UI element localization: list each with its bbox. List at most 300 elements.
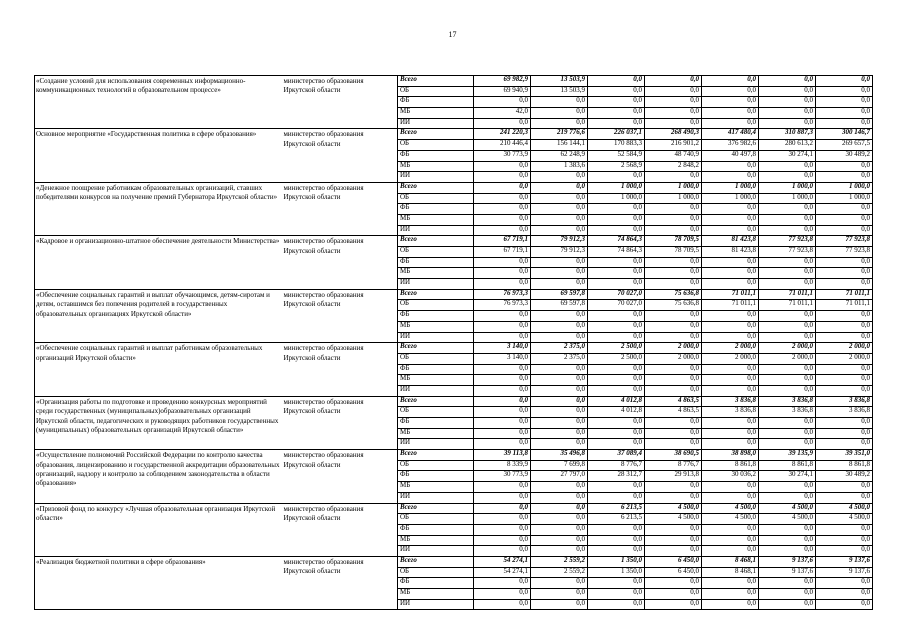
responsible-executor: министерство образования Иркутской области — [282, 289, 398, 342]
amount-cell: 2 000,0 — [702, 353, 759, 364]
amount-cell: 0,0 — [531, 311, 588, 322]
amount-cell: 0,0 — [816, 97, 873, 108]
amount-cell: 0,0 — [759, 268, 816, 279]
amount-cell: 71 011,1 — [816, 289, 873, 300]
amount-cell: 0,0 — [816, 364, 873, 375]
amount-cell: 0,0 — [759, 546, 816, 557]
amount-cell: 4 500,0 — [645, 514, 702, 525]
amount-cell: 0,0 — [816, 332, 873, 343]
funding-source: ИИ — [398, 385, 474, 396]
amount-cell: 0,0 — [702, 332, 759, 343]
amount-cell: 0,0 — [645, 214, 702, 225]
amount-cell: 0,0 — [816, 578, 873, 589]
amount-cell: 0,0 — [816, 225, 873, 236]
funding-source: Всего — [398, 182, 474, 193]
amount-cell: 6 213,5 — [588, 514, 645, 525]
amount-cell: 1 000,0 — [759, 193, 816, 204]
amount-cell: 0,0 — [474, 589, 531, 600]
amount-cell: 0,0 — [759, 332, 816, 343]
table-row-total — [35, 450, 873, 461]
page-number: 17 — [448, 30, 457, 39]
amount-cell: 0,0 — [816, 279, 873, 290]
amount-cell: 6 213,5 — [588, 503, 645, 514]
responsible-executor: министерство образования Иркутской области — [282, 182, 398, 235]
amount-cell: 3 836,8 — [702, 396, 759, 407]
amount-cell: 241 220,3 — [474, 129, 531, 140]
amount-cell: 9 137,6 — [759, 567, 816, 578]
amount-cell: 54 274,1 — [474, 567, 531, 578]
amount-cell: 0,0 — [759, 492, 816, 503]
amount-cell: 0,0 — [588, 86, 645, 97]
amount-cell: 1 000,0 — [816, 182, 873, 193]
amount-cell: 70 027,0 — [588, 289, 645, 300]
amount-cell: 0,0 — [702, 524, 759, 535]
amount-cell: 0,0 — [474, 268, 531, 279]
amount-cell: 77 923,8 — [816, 247, 873, 258]
funding-source: МБ — [398, 214, 474, 225]
responsible-executor: министерство образования Иркутской области — [282, 450, 398, 503]
amount-cell: 0,0 — [588, 418, 645, 429]
amount-cell: 39 351,0 — [816, 450, 873, 461]
amount-cell: 0,0 — [759, 524, 816, 535]
amount-cell: 4 500,0 — [759, 503, 816, 514]
amount-cell: 0,0 — [645, 204, 702, 215]
funding-source: ОБ — [398, 353, 474, 364]
amount-cell: 2 000,0 — [645, 353, 702, 364]
amount-cell: 0,0 — [702, 161, 759, 172]
amount-cell: 0,0 — [645, 97, 702, 108]
amount-cell: 3 836,8 — [759, 407, 816, 418]
amount-cell: 0,0 — [474, 375, 531, 386]
amount-cell: 0,0 — [759, 225, 816, 236]
amount-cell: 0,0 — [702, 492, 759, 503]
amount-cell: 4 500,0 — [702, 514, 759, 525]
amount-cell: 39 135,9 — [759, 450, 816, 461]
activity-name: «Призовой фонд по конкурсу «Лучшая образовательная организация Иркутской области» — [35, 503, 282, 556]
amount-cell: 0,0 — [816, 86, 873, 97]
amount-cell: 0,0 — [645, 428, 702, 439]
amount-cell: 156 144,1 — [531, 140, 588, 151]
amount-cell: 0,0 — [531, 514, 588, 525]
amount-cell: 0,0 — [588, 535, 645, 546]
amount-cell: 0,0 — [702, 225, 759, 236]
amount-cell: 0,0 — [702, 214, 759, 225]
amount-cell: 0,0 — [816, 311, 873, 322]
amount-cell: 0,0 — [645, 418, 702, 429]
funding-source: ФБ — [398, 97, 474, 108]
amount-cell: 219 776,6 — [531, 129, 588, 140]
amount-cell: 0,0 — [759, 204, 816, 215]
activity-name: Основное мероприятие «Государственная политика в сфере образования» — [35, 129, 282, 182]
amount-cell: 0,0 — [588, 482, 645, 493]
amount-cell: 0,0 — [816, 492, 873, 503]
amount-cell: 0,0 — [759, 589, 816, 600]
amount-cell: 77 923,8 — [759, 247, 816, 258]
amount-cell: 4 500,0 — [816, 514, 873, 525]
activity-name: «Реализация бюджетной политики в сфере образования» — [35, 556, 282, 609]
amount-cell: 77 923,8 — [759, 236, 816, 247]
funding-source: МБ — [398, 375, 474, 386]
table-row-total — [35, 289, 873, 300]
amount-cell: 2 500,0 — [588, 343, 645, 354]
amount-cell: 0,0 — [702, 418, 759, 429]
funding-source: ФБ — [398, 471, 474, 482]
amount-cell: 30 773,9 — [474, 471, 531, 482]
funding-source: ФБ — [398, 364, 474, 375]
responsible-executor: министерство образования Иркутской области — [282, 396, 398, 449]
amount-cell: 0,0 — [588, 332, 645, 343]
amount-cell: 216 901,2 — [645, 140, 702, 151]
responsible-executor: министерство образования Иркутской области — [282, 503, 398, 556]
amount-cell: 0,0 — [588, 546, 645, 557]
amount-cell: 0,0 — [588, 118, 645, 129]
amount-cell: 0,0 — [531, 332, 588, 343]
amount-cell: 0,0 — [474, 578, 531, 589]
activity-name: «Создание условий для использования современных информационно-коммуникационных технологий в образовательном процессе» — [35, 76, 282, 129]
amount-cell: 0,0 — [531, 503, 588, 514]
amount-cell: 0,0 — [645, 118, 702, 129]
amount-cell: 170 883,3 — [588, 140, 645, 151]
amount-cell: 0,0 — [702, 535, 759, 546]
amount-cell: 71 011,1 — [816, 300, 873, 311]
funding-source: МБ — [398, 321, 474, 332]
funding-source: ИИ — [398, 172, 474, 183]
amount-cell: 38 898,0 — [702, 450, 759, 461]
amount-cell: 268 490,3 — [645, 129, 702, 140]
amount-cell: 0,0 — [588, 225, 645, 236]
funding-source: ФБ — [398, 311, 474, 322]
amount-cell: 75 636,8 — [645, 289, 702, 300]
amount-cell: 1 000,0 — [645, 193, 702, 204]
amount-cell: 0,0 — [531, 546, 588, 557]
amount-cell: 71 011,1 — [702, 300, 759, 311]
amount-cell: 0,0 — [702, 76, 759, 87]
amount-cell: 0,0 — [531, 182, 588, 193]
amount-cell: 376 982,6 — [702, 140, 759, 151]
amount-cell: 310 887,3 — [759, 129, 816, 140]
amount-cell: 0,0 — [702, 172, 759, 183]
amount-cell: 226 037,1 — [588, 129, 645, 140]
amount-cell: 1 000,0 — [588, 193, 645, 204]
amount-cell: 8 861,8 — [702, 460, 759, 471]
amount-cell: 0,0 — [531, 428, 588, 439]
amount-cell: 48 740,9 — [645, 150, 702, 161]
amount-cell: 54 274,1 — [474, 556, 531, 567]
amount-cell: 0,0 — [588, 492, 645, 503]
amount-cell: 78 709,5 — [645, 247, 702, 258]
amount-cell: 69 597,8 — [531, 289, 588, 300]
amount-cell: 0,0 — [588, 364, 645, 375]
funding-source: ОБ — [398, 86, 474, 97]
funding-source: Всего — [398, 343, 474, 354]
amount-cell: 74 864,3 — [588, 247, 645, 258]
amount-cell: 0,0 — [816, 375, 873, 386]
amount-cell: 417 480,4 — [702, 129, 759, 140]
amount-cell: 0,0 — [531, 599, 588, 610]
amount-cell: 0,0 — [531, 418, 588, 429]
amount-cell: 0,0 — [645, 268, 702, 279]
table-row-total — [35, 76, 873, 87]
amount-cell: 62 248,9 — [531, 150, 588, 161]
funding-source: ФБ — [398, 150, 474, 161]
amount-cell: 2 559,2 — [531, 567, 588, 578]
amount-cell: 0,0 — [702, 589, 759, 600]
amount-cell: 39 113,8 — [474, 450, 531, 461]
amount-cell: 0,0 — [531, 535, 588, 546]
amount-cell: 0,0 — [702, 97, 759, 108]
amount-cell: 0,0 — [588, 375, 645, 386]
amount-cell: 3 140,0 — [474, 343, 531, 354]
amount-cell: 0,0 — [645, 108, 702, 119]
amount-cell: 0,0 — [645, 86, 702, 97]
amount-cell: 42,0 — [474, 108, 531, 119]
amount-cell: 0,0 — [759, 385, 816, 396]
amount-cell: 0,0 — [759, 279, 816, 290]
amount-cell: 0,0 — [645, 279, 702, 290]
amount-cell: 0,0 — [474, 482, 531, 493]
amount-cell: 2 500,0 — [588, 353, 645, 364]
funding-source: ФБ — [398, 257, 474, 268]
amount-cell: 0,0 — [702, 257, 759, 268]
amount-cell: 30 773,9 — [474, 150, 531, 161]
amount-cell: 79 912,3 — [531, 247, 588, 258]
amount-cell: 0,0 — [531, 589, 588, 600]
amount-cell: 0,0 — [531, 268, 588, 279]
funding-source: Всего — [398, 556, 474, 567]
amount-cell: 0,0 — [816, 321, 873, 332]
amount-cell: 0,0 — [759, 535, 816, 546]
amount-cell: 2 848,2 — [645, 161, 702, 172]
amount-cell: 0,0 — [531, 172, 588, 183]
amount-cell: 0,0 — [474, 193, 531, 204]
table-row-total — [35, 396, 873, 407]
funding-source: МБ — [398, 161, 474, 172]
amount-cell: 0,0 — [474, 257, 531, 268]
amount-cell: 0,0 — [588, 97, 645, 108]
amount-cell: 30 274,1 — [759, 150, 816, 161]
amount-cell: 2 568,9 — [588, 161, 645, 172]
amount-cell: 0,0 — [474, 161, 531, 172]
amount-cell: 0,0 — [531, 108, 588, 119]
funding-source: ИИ — [398, 332, 474, 343]
amount-cell: 0,0 — [645, 225, 702, 236]
funding-source: МБ — [398, 108, 474, 119]
amount-cell: 29 913,8 — [645, 471, 702, 482]
amount-cell: 0,0 — [816, 524, 873, 535]
funding-source: Всего — [398, 236, 474, 247]
funding-source: ОБ — [398, 567, 474, 578]
amount-cell: 9 137,6 — [816, 567, 873, 578]
amount-cell: 0,0 — [474, 311, 531, 322]
amount-cell: 1 383,6 — [531, 161, 588, 172]
amount-cell: 52 584,9 — [588, 150, 645, 161]
amount-cell: 0,0 — [531, 524, 588, 535]
amount-cell: 0,0 — [474, 364, 531, 375]
activity-name: «Денежное поощрение работникам образовательных организаций, ставших победителями конкурсов на получение премий Губернатора Иркутской области» — [35, 182, 282, 235]
amount-cell: 8 861,8 — [816, 460, 873, 471]
amount-cell: 37 089,4 — [588, 450, 645, 461]
amount-cell: 0,0 — [816, 439, 873, 450]
amount-cell: 0,0 — [474, 503, 531, 514]
amount-cell: 0,0 — [645, 492, 702, 503]
amount-cell: 3 836,8 — [702, 407, 759, 418]
funding-source: ОБ — [398, 514, 474, 525]
amount-cell: 4 500,0 — [816, 503, 873, 514]
amount-cell: 30 489,2 — [816, 471, 873, 482]
amount-cell: 0,0 — [474, 321, 531, 332]
amount-cell: 0,0 — [702, 439, 759, 450]
amount-cell: 0,0 — [588, 439, 645, 450]
amount-cell: 269 657,5 — [816, 140, 873, 151]
amount-cell: 0,0 — [645, 172, 702, 183]
amount-cell: 2 000,0 — [816, 353, 873, 364]
activity-name: «Обеспечение социальных гарантий и выплат работникам образовательных организаций Иркутской области» — [35, 343, 282, 396]
amount-cell: 67 719,1 — [474, 247, 531, 258]
amount-cell: 0,0 — [531, 396, 588, 407]
amount-cell: 1 000,0 — [759, 182, 816, 193]
amount-cell: 4 500,0 — [759, 514, 816, 525]
amount-cell: 0,0 — [474, 214, 531, 225]
amount-cell: 280 613,2 — [759, 140, 816, 151]
funding-source: ИИ — [398, 492, 474, 503]
amount-cell: 30 036,2 — [702, 471, 759, 482]
amount-cell: 8 468,1 — [702, 567, 759, 578]
amount-cell: 0,0 — [474, 118, 531, 129]
table-row-total — [35, 556, 873, 567]
amount-cell: 3 836,8 — [759, 396, 816, 407]
funding-source: МБ — [398, 268, 474, 279]
amount-cell: 74 864,3 — [588, 236, 645, 247]
amount-cell: 0,0 — [474, 418, 531, 429]
amount-cell: 1 000,0 — [645, 182, 702, 193]
amount-cell: 0,0 — [474, 385, 531, 396]
amount-cell: 30 489,2 — [816, 150, 873, 161]
amount-cell: 0,0 — [702, 86, 759, 97]
amount-cell: 0,0 — [645, 257, 702, 268]
amount-cell: 2 375,0 — [531, 353, 588, 364]
amount-cell: 0,0 — [816, 108, 873, 119]
amount-cell: 0,0 — [588, 214, 645, 225]
funding-source: МБ — [398, 589, 474, 600]
amount-cell: 0,0 — [816, 428, 873, 439]
amount-cell: 0,0 — [759, 86, 816, 97]
amount-cell: 0,0 — [816, 535, 873, 546]
amount-cell: 0,0 — [759, 482, 816, 493]
amount-cell: 0,0 — [588, 589, 645, 600]
funding-source: МБ — [398, 428, 474, 439]
budget-table — [34, 75, 873, 610]
amount-cell: 4 500,0 — [702, 503, 759, 514]
amount-cell: 0,0 — [531, 204, 588, 215]
amount-cell: 0,0 — [759, 172, 816, 183]
amount-cell: 0,0 — [702, 311, 759, 322]
amount-cell: 0,0 — [645, 599, 702, 610]
amount-cell: 3 140,0 — [474, 353, 531, 364]
amount-cell: 0,0 — [588, 172, 645, 183]
amount-cell: 0,0 — [645, 332, 702, 343]
table-row-total — [35, 503, 873, 514]
activity-name: «Организация работы по подготовке и проведению конкурсных мероприятий среди государственных (муниципальных)образовательных организаций Иркутской области, педагогических и руководящих работников государственных (муниципальных) образовательных организаций Иркутской области» — [35, 396, 282, 449]
amount-cell: 0,0 — [588, 268, 645, 279]
funding-source: МБ — [398, 535, 474, 546]
funding-source: ИИ — [398, 599, 474, 610]
amount-cell: 0,0 — [531, 257, 588, 268]
activity-name: «Обеспечение социальных гарантий и выплат обучающимся, детям-сиротам и детям, оставшимся без попечения родителей в государственных образовательных организациях Иркутской области» — [35, 289, 282, 342]
amount-cell: 79 912,3 — [531, 236, 588, 247]
amount-cell: 0,0 — [531, 118, 588, 129]
funding-source: ОБ — [398, 247, 474, 258]
amount-cell: 0,0 — [588, 428, 645, 439]
funding-source: ОБ — [398, 193, 474, 204]
amount-cell: 0,0 — [759, 311, 816, 322]
amount-cell: 71 011,1 — [702, 289, 759, 300]
amount-cell: 4 863,5 — [645, 407, 702, 418]
amount-cell: 0,0 — [702, 321, 759, 332]
amount-cell: 0,0 — [474, 204, 531, 215]
amount-cell: 0,0 — [816, 546, 873, 557]
amount-cell: 3 836,8 — [816, 407, 873, 418]
amount-cell: 0,0 — [816, 268, 873, 279]
amount-cell: 67 719,1 — [474, 236, 531, 247]
amount-cell: 0,0 — [816, 172, 873, 183]
amount-cell: 0,0 — [702, 578, 759, 589]
amount-cell: 81 423,8 — [702, 247, 759, 258]
funding-source: ОБ — [398, 140, 474, 151]
amount-cell: 78 709,5 — [645, 236, 702, 247]
activity-name: «Кадровое и организационно-штатное обеспечение деятельности Министерства» — [35, 236, 282, 289]
amount-cell: 0,0 — [759, 364, 816, 375]
funding-source: Всего — [398, 450, 474, 461]
funding-source: Всего — [398, 503, 474, 514]
amount-cell: 2 559,2 — [531, 556, 588, 567]
funding-source: МБ — [398, 482, 474, 493]
amount-cell: 0,0 — [474, 396, 531, 407]
amount-cell: 0,0 — [816, 118, 873, 129]
amount-cell: 81 423,8 — [702, 236, 759, 247]
amount-cell: 0,0 — [702, 118, 759, 129]
amount-cell: 0,0 — [645, 76, 702, 87]
amount-cell: 0,0 — [645, 321, 702, 332]
amount-cell: 0,0 — [816, 482, 873, 493]
amount-cell: 0,0 — [588, 599, 645, 610]
amount-cell: 13 503,9 — [531, 86, 588, 97]
amount-cell: 9 137,6 — [759, 556, 816, 567]
amount-cell: 0,0 — [531, 225, 588, 236]
funding-source: ФБ — [398, 578, 474, 589]
amount-cell: 3 836,8 — [816, 396, 873, 407]
amount-cell: 0,0 — [531, 321, 588, 332]
amount-cell: 0,0 — [531, 279, 588, 290]
amount-cell: 0,0 — [531, 97, 588, 108]
amount-cell: 0,0 — [531, 385, 588, 396]
amount-cell: 76 973,3 — [474, 300, 531, 311]
amount-cell: 8 861,8 — [759, 460, 816, 471]
amount-cell: 0,0 — [645, 589, 702, 600]
amount-cell: 6 450,0 — [645, 567, 702, 578]
funding-source: ИИ — [398, 279, 474, 290]
amount-cell: 0,0 — [816, 257, 873, 268]
amount-cell: 1 000,0 — [816, 193, 873, 204]
amount-cell: 0,0 — [759, 321, 816, 332]
amount-cell: 0,0 — [702, 546, 759, 557]
amount-cell: 0,0 — [474, 407, 531, 418]
amount-cell: 4 863,5 — [645, 396, 702, 407]
amount-cell: 0,0 — [816, 418, 873, 429]
amount-cell: 0,0 — [702, 482, 759, 493]
amount-cell: 8 468,1 — [702, 556, 759, 567]
amount-cell: 2 375,0 — [531, 343, 588, 354]
amount-cell: 77 923,8 — [816, 236, 873, 247]
